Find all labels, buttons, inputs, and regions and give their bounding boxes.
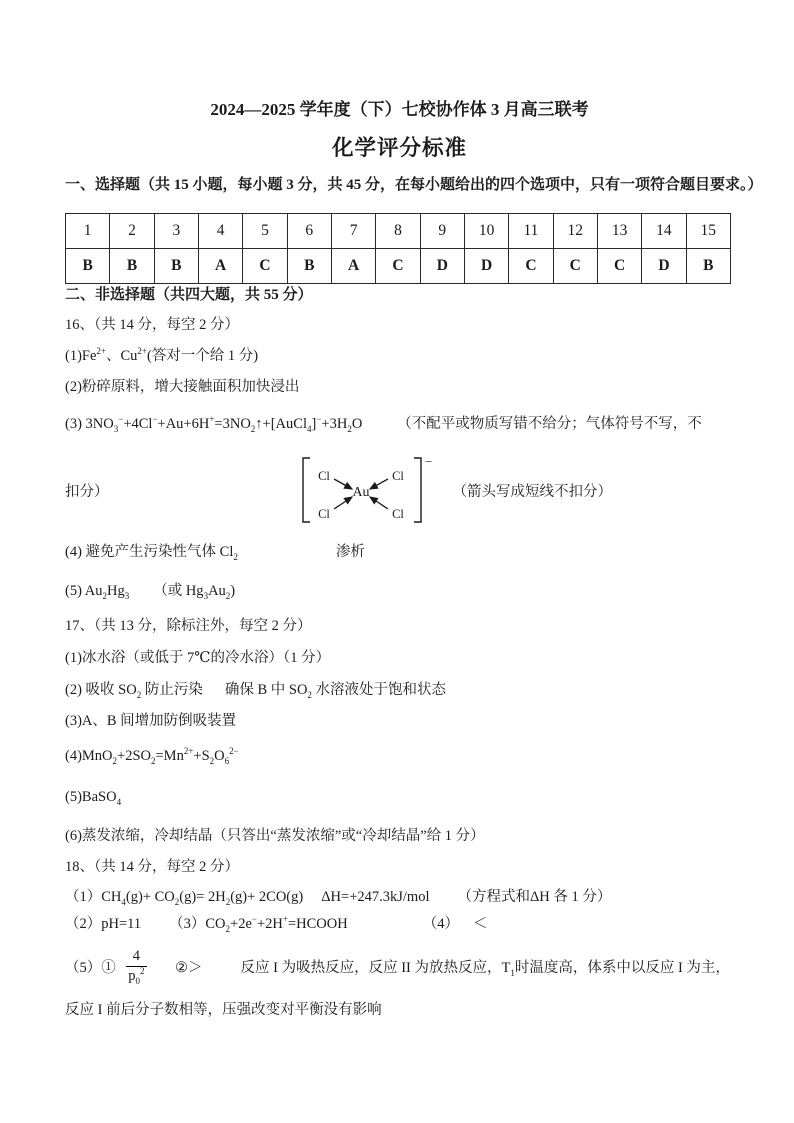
answer-cell: B [686,249,730,284]
bond-arrow-br [370,497,388,509]
question-number: 12 [553,214,597,249]
q16-answer-3-arrow-note: （箭头写成短线不扣分） [452,483,612,500]
q17-answer-4: $(4)MnO_2+2SO_2=Mn^{2+}+S_2O_6^{2-}$ [65,746,239,766]
q16-header: 16、（共 14 分，每空 2 分） [65,317,239,333]
answer-cell: C [553,249,597,284]
answer-table [65,213,731,284]
q18-answer-4-value: ＜ [472,916,488,932]
q18-answer-5-explanation-2: 反应 I 前后分子数相等，压强改变对平衡没有影响 [65,1002,382,1018]
q18-answer-4-label: （4） [422,916,459,932]
q16-answer-5-alt: （或 $Hg_3Au_2$) [153,583,236,601]
q18-answer-5-part2: ②＞ [175,959,203,976]
question-number: 11 [509,214,553,249]
answer-cell: B [66,249,110,284]
question-number: 14 [642,214,686,249]
question-number: 1 [66,214,110,249]
exam-title: 2024—2025 学年度（下）七校协作体 3 月高三联考 [210,100,589,119]
q18-answers-2-3-4 [65,912,734,933]
answer-cell: C [597,249,641,284]
q16-answer-4a: (4) 避免产生污染性气体 $Cl_2$ [65,544,238,562]
q16-answer-2: (2)粉碎原料，增大接触面积加快浸出 [65,379,300,395]
q16-answer-5a: (5) $Au_2Hg_3$ [65,583,130,601]
q17-answer-2b: 确保 B 中 $SO_2$ 水溶液处于饱和状态 [224,682,447,700]
q18-answer-5-fraction [126,948,147,985]
section1-heading: 一、选择题（共 15 小题，每小题 3 分，共 45 分，在每小题给出的四个选项中，只有一项符合题目要求。） [65,177,763,193]
q16-answer-3 [65,412,734,433]
q18-answer-3: $(3)CO_2+2e^-+2H^+=HCOOH$ [169,914,348,934]
ligand-label-tl: Cl [317,469,330,483]
answer-cell: B [154,249,198,284]
question-number: 6 [287,214,331,249]
question-number: 2 [110,214,154,249]
q18-answer-1-note: （方程式和ΔH 各 1 分） [457,889,612,905]
answer-cell: D [464,249,508,284]
q16-answer-3-note: （不配平或物质写错不给分；气体符号不写，不 [397,416,702,432]
section2-heading: 二、非选择题（共四大题，共 55 分） [65,287,313,303]
answer-table-number-row [66,214,731,249]
ligand-label-tr: Cl [391,469,404,483]
question-number: 13 [597,214,641,249]
q16-answer-4 [65,540,734,561]
center-atom-label: Au [351,485,370,500]
q16-answer-3-note-continued: 扣分） [65,483,109,500]
q18-answer-1-deltaH: ΔH=+247.3kJ/mol [321,889,430,905]
aucl4-complex-diagram [295,450,435,530]
question-number: 15 [686,214,730,249]
answer-cell: B [110,249,154,284]
q16-answer-3-diagram-row [65,450,734,530]
q18-answer-1 [65,885,734,906]
charge-superscript: − [424,454,432,469]
answer-cell: D [642,249,686,284]
answer-cell: D [420,249,464,284]
q17-answer-5: (5)BaSO$_4$ [65,789,122,807]
q16-answer-5 [65,579,734,600]
answer-cell: B [287,249,331,284]
page-title: 化学评分标准 [331,136,467,160]
q18-answer-5-line1 [65,936,734,996]
q17-answer-3: (3)A、B 间增加防倒吸装置 [65,713,237,729]
answer-cell: A [331,249,375,284]
q18-header: 18、（共 14 分，每空 2 分） [65,859,239,875]
right-bracket [414,458,421,522]
question-number: 3 [154,214,198,249]
q18-answer-2: （2）pH=11 [65,916,142,932]
bond-arrow-tl [334,479,352,489]
q17-answer-1: (1)冰水浴（或低于 7℃的冷水浴）（1 分） [65,650,331,666]
q16-answer-3-equation: (3) $3NO_3^-+4Cl^-+Au+6H^+=3NO_2↑+[AuCl_4]^-+3H_2O$ [65,414,363,434]
fraction-numerator: 4 [126,948,147,967]
q16-answer-4b: 渗析 [335,544,365,560]
answer-cell: A [198,249,242,284]
ligand-label-br: Cl [391,507,404,521]
left-bracket [303,458,310,522]
question-number: 4 [198,214,242,249]
q18-answer-1-equation: $(1)CH_4(g)+ CO_2(g)= 2H_2(g)+ 2CO(g)$ [65,889,304,907]
answer-table-answer-row [66,249,731,284]
q16-answer-1: $(1)Fe^{2+}$、$Cu^{2+}$(答对一个给 1 分) [65,346,259,364]
question-number: 10 [464,214,508,249]
question-number: 5 [243,214,287,249]
q17-answer-6: (6)蒸发浓缩，冷却结晶（只答出“蒸发浓缩”或“冷却结晶”给 1 分） [65,828,485,844]
question-number: 7 [331,214,375,249]
answer-cell: C [243,249,287,284]
q17-answer-2a: (2) 吸收 $SO_2$ 防止污染 [65,682,203,700]
q17-answer-2 [65,678,734,699]
bond-arrow-bl [334,497,352,509]
bond-arrow-tr [370,479,388,489]
q18-answer-5-explanation-1: 反应 I 为吸热反应，反应 II 为放热反应，$T_1$时温度高，体系中以反应 I 为主， [240,959,730,978]
question-number: 8 [376,214,420,249]
ligand-label-bl: Cl [317,507,330,521]
q18-answer-5-label: （5）① [65,959,116,976]
q17-header: 17、（共 13 分，除标注外，每空 2 分） [65,618,312,634]
answer-cell: C [376,249,420,284]
answer-cell: C [509,249,553,284]
question-number: 9 [420,214,464,249]
fraction-denominator: $p_0^2$ [128,965,145,986]
